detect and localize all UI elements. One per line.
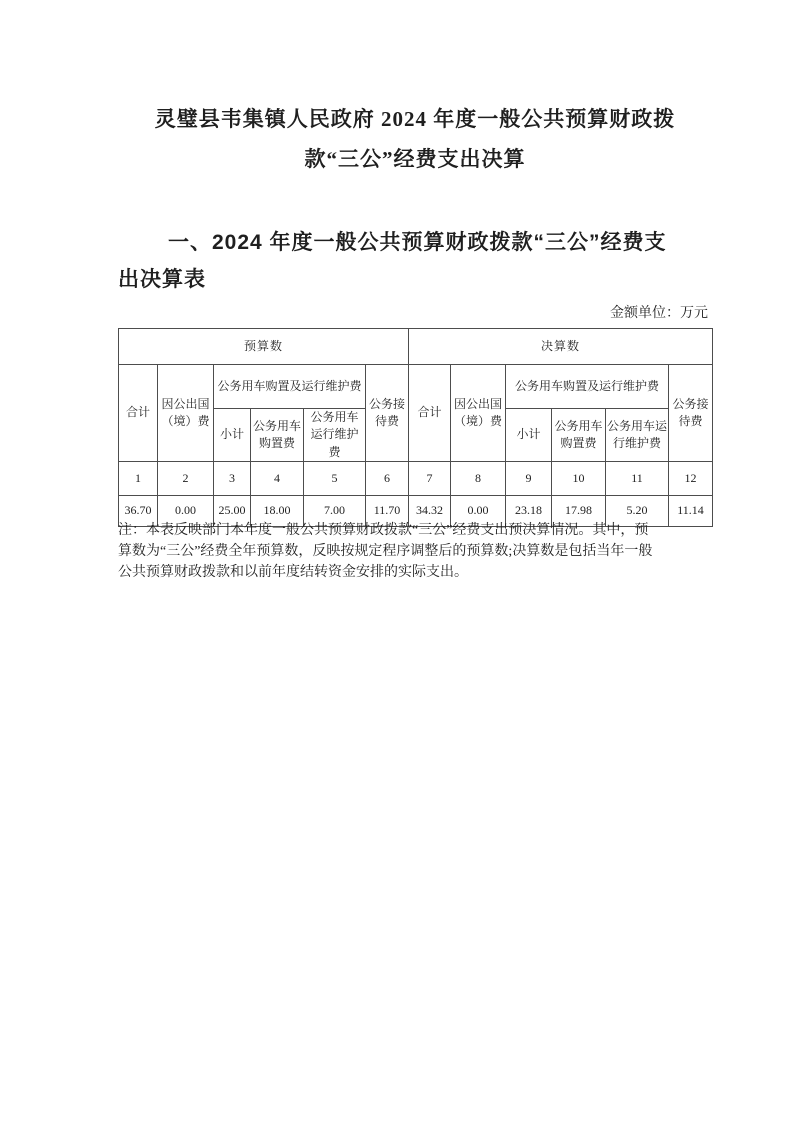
col-number: 5 <box>304 462 366 496</box>
col-number: 10 <box>552 462 606 496</box>
final-maintenance-value: 5.20 <box>606 496 669 527</box>
table-section-row <box>119 329 713 365</box>
table-column-number-row <box>119 462 713 496</box>
col-number: 2 <box>158 462 214 496</box>
col-number: 8 <box>451 462 506 496</box>
budget-purchase-value: 18.00 <box>251 496 304 527</box>
footnote-line-1: 注：本表反映部门本年度一般公共预算财政拨款“三公”经费支出预决算情况。其中，预 <box>118 523 649 538</box>
table-group-header-row <box>119 365 713 409</box>
col-number: 3 <box>214 462 251 496</box>
final-total-value: 34.32 <box>409 496 451 527</box>
final-reception-value: 11.14 <box>669 496 713 527</box>
heading-line-1: 一、2024 年度一般公共预算财政拨款“三公”经费支 <box>168 231 667 254</box>
budget-abroad-header: 因公出国（境）费 <box>158 365 214 462</box>
final-purchase-value: 17.98 <box>552 496 606 527</box>
table-footnote <box>118 520 718 583</box>
document-title <box>118 99 712 179</box>
final-maintenance-header: 公务用车运行维护费 <box>606 409 669 462</box>
col-number: 6 <box>366 462 409 496</box>
final-abroad-value: 0.00 <box>451 496 506 527</box>
budget-maintenance-value: 7.00 <box>304 496 366 527</box>
unit-label: 金额单位：万元 <box>610 306 708 321</box>
final-reception-header: 公务接待费 <box>669 365 713 462</box>
col-number: 9 <box>506 462 552 496</box>
col-number: 11 <box>606 462 669 496</box>
budget-total-header: 合计 <box>119 365 158 462</box>
col-number: 4 <box>251 462 304 496</box>
budget-maintenance-header: 公务用车运行维护费 <box>304 409 366 462</box>
footnote-line-3: 公共预算财政拨款和以前年度结转资金安排的实际支出。 <box>118 565 468 580</box>
final-section-header: 决算数 <box>409 329 713 365</box>
budget-vehicle-group-header: 公务用车购置及运行维护费 <box>214 365 366 409</box>
budget-section-header: 预算数 <box>119 329 409 365</box>
final-abroad-header: 因公出国（境）费 <box>451 365 506 462</box>
section-heading <box>118 224 718 298</box>
budget-reception-header: 公务接待费 <box>366 365 409 462</box>
budget-purchase-header: 公务用车购置费 <box>251 409 304 462</box>
final-subtotal-value: 23.18 <box>506 496 552 527</box>
budget-reception-value: 11.70 <box>366 496 409 527</box>
sangong-expense-table <box>118 328 713 527</box>
budget-abroad-value: 0.00 <box>158 496 214 527</box>
heading-line-2: 出决算表 <box>118 268 206 291</box>
title-line-1: 灵璧县韦集镇人民政府 2024 年度一般公共预算财政拨 <box>154 107 676 131</box>
footnote-line-2: 算数为“三公”经费全年预算数，反映按规定程序调整后的预算数;决算数是包括当年一般 <box>118 544 653 559</box>
final-total-header: 合计 <box>409 365 451 462</box>
budget-subtotal-header: 小计 <box>214 409 251 462</box>
col-number: 12 <box>669 462 713 496</box>
final-subtotal-header: 小计 <box>506 409 552 462</box>
col-number: 7 <box>409 462 451 496</box>
final-vehicle-group-header: 公务用车购置及运行维护费 <box>506 365 669 409</box>
col-number: 1 <box>119 462 158 496</box>
budget-total-value: 36.70 <box>119 496 158 527</box>
budget-subtotal-value: 25.00 <box>214 496 251 527</box>
final-purchase-header: 公务用车购置费 <box>552 409 606 462</box>
title-line-2: 款“三公”经费支出决算 <box>304 147 526 171</box>
